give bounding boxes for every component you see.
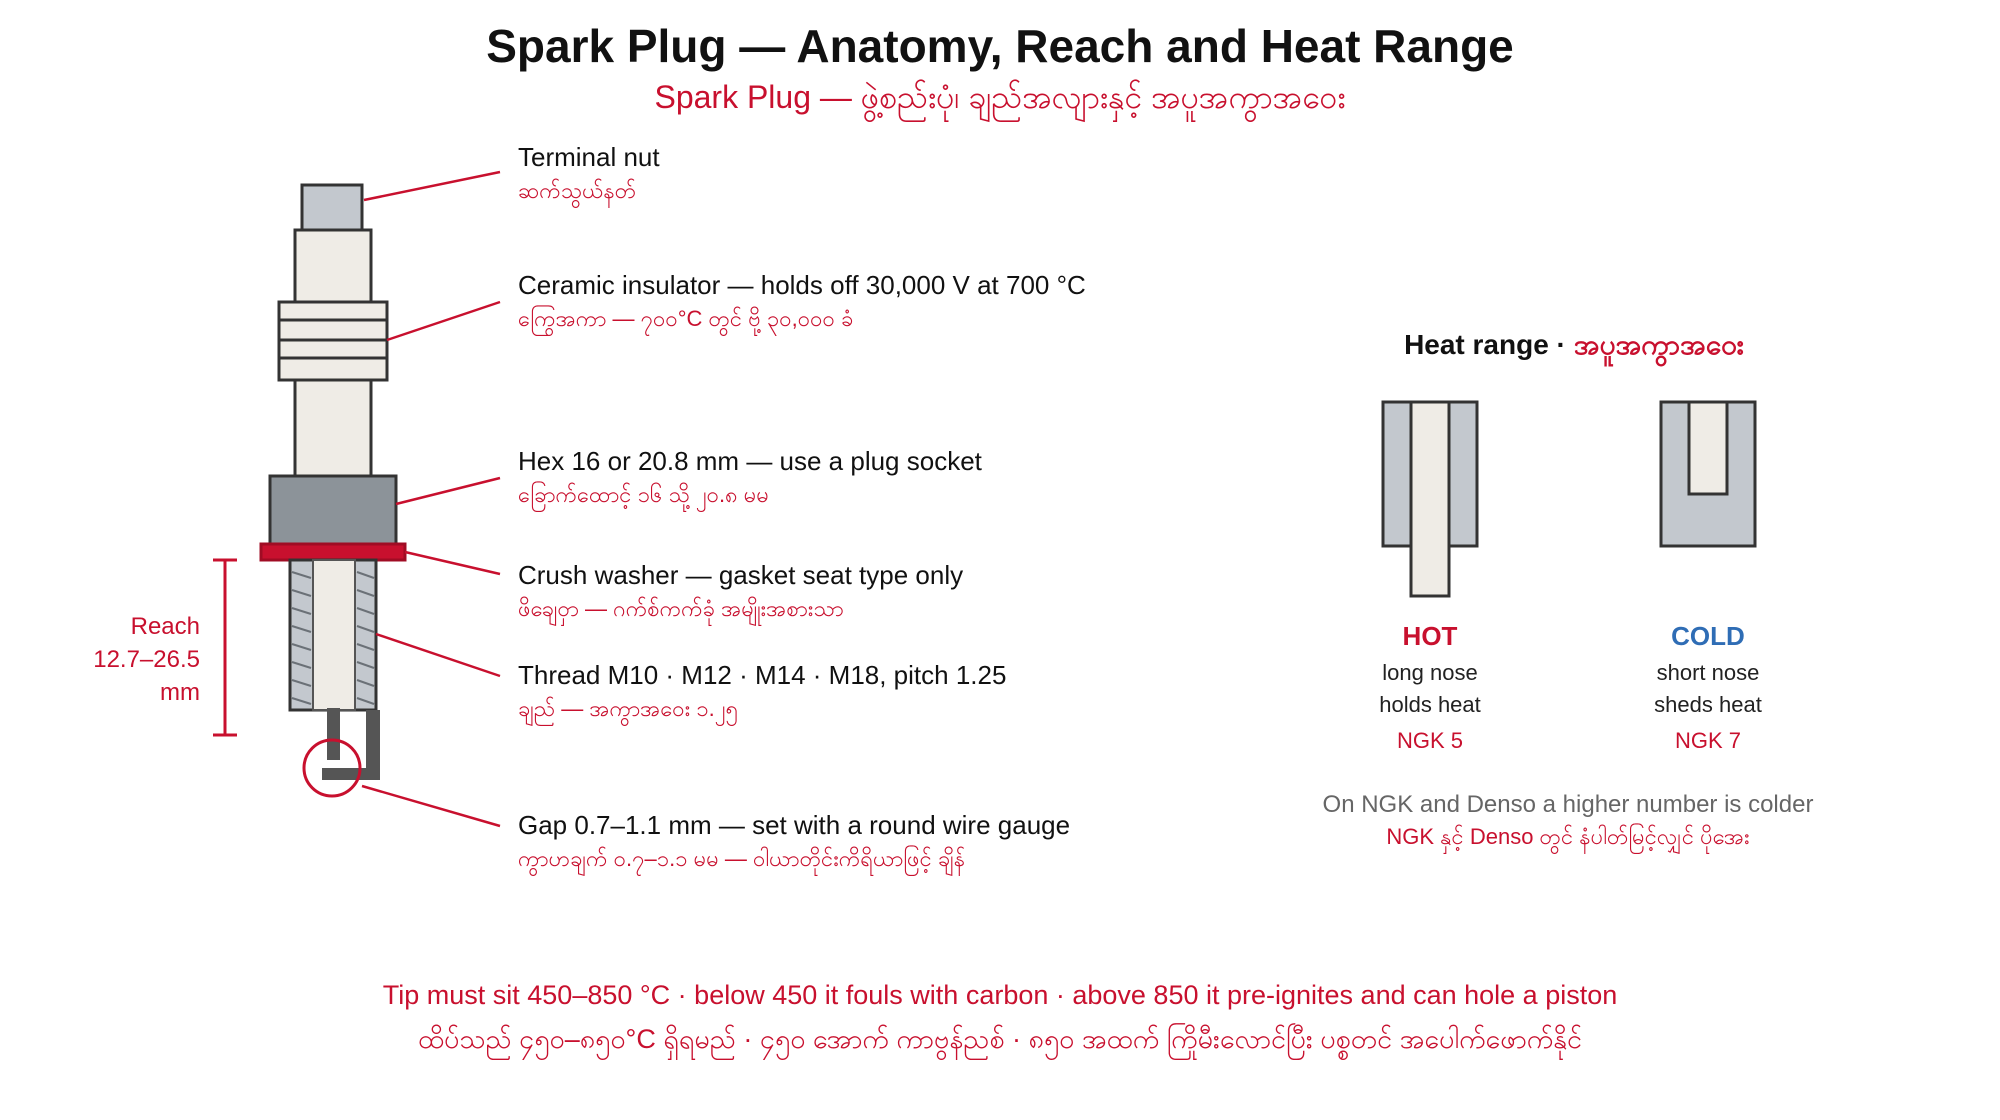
heat-range-title-en: Heat range · — [1404, 329, 1566, 360]
cold-line2: sheds heat — [1654, 692, 1762, 717]
callout-thread — [518, 660, 1006, 727]
hot-plug-diagram — [1383, 402, 1477, 596]
callout-hex — [518, 446, 983, 512]
callout-label-en: Gap 0.7–1.1 mm — set with a round wire gauge — [518, 810, 1071, 840]
heat-range-title-my: အပူအကွာအဝေး — [1573, 329, 1744, 360]
footer-note-en: Tip must sit 450–850 °C · below 450 it fouls with carbon · above 850 it pre-ignites and can hole a piston — [382, 980, 1618, 1010]
page-title: Spark Plug — Anatomy, Reach and Heat Range — [486, 20, 1514, 72]
callout-label-my: ချည် — အကွာအဝေး ၁.၂၅ — [518, 696, 738, 721]
hex-body — [270, 476, 396, 544]
insulator-upper — [295, 230, 371, 302]
cold-line1: short nose — [1656, 660, 1760, 685]
callout-label-en: Thread M10 · M12 · M14 · M18, pitch 1.25 — [518, 660, 1007, 690]
center-electrode — [327, 708, 340, 760]
insulator-nose — [313, 560, 355, 710]
ground-electrode-horizontal — [322, 768, 380, 780]
callout-gap — [518, 810, 1070, 877]
footer-note-my: ထိပ်သည် ၄၅၀–၈၅၀°C ရှိရမည် · ၄၅၀ အောက် ကာဗွန်ညစ် · ၈၅၀ အထက် ကြိုမီးလောင်ပြီး ပစ္စတင် အပေါက်ဖောက်နိုင် — [417, 1024, 1583, 1054]
callout-label-en: Ceramic insulator — holds off 30,000 V at 700 °C — [518, 270, 1086, 300]
callout-terminal-nut — [518, 142, 660, 209]
callout-label-my: ဖိချေဝှာ — ဂက်စ်ကက်ခုံ အမျိုးအစားသာ — [518, 596, 844, 621]
hot-line2: holds heat — [1379, 692, 1481, 717]
insulator-lower — [295, 380, 371, 476]
reach-unit: mm — [160, 679, 200, 706]
cold-code: NGK 7 — [1674, 728, 1742, 753]
heat-range-panel — [1323, 329, 1814, 855]
reach-range: 12.7–26.5 — [93, 646, 200, 673]
callout-label-en: Crush washer — gasket seat type only — [518, 560, 964, 590]
callout-label-en: Terminal nut — [518, 142, 660, 172]
callout-label-my: ဆက်သွယ်နတ် — [518, 178, 637, 203]
callout-label-my: ကွာဟချက် ၀.၇–၁.၁ မမ — ဝါယာတိုင်းကိရိယာဖြင့် ချိန် — [518, 846, 966, 871]
electrodes — [322, 708, 380, 780]
reach-bracket — [213, 560, 237, 735]
cold-label: COLD — [1671, 621, 1745, 651]
terminal-nut — [302, 185, 362, 230]
page-subtitle: Spark Plug — ဖွဲ့စည်းပုံ၊ ချည်အလျားနှင့် အပူအကွာအဝေး — [654, 79, 1346, 115]
callout-ceramic-insulator — [518, 270, 1086, 337]
heat-range-title — [1404, 329, 1744, 368]
spark-plug-illustration — [261, 185, 405, 710]
callout-label-en: Hex 16 or 20.8 mm — use a plug socket — [518, 446, 982, 476]
crush-washer — [261, 544, 405, 560]
callout-label-my: ကြွေအကာ — ၇၀၀°C တွင် ဗို့ ၃၀,၀၀၀ ခံ — [518, 306, 854, 331]
reach-label: Reach — [130, 613, 200, 640]
heat-range-note-my: NGK နှင့် Denso တွင် နံပါတ်မြင့်လျှင် ပိုအေး — [1386, 824, 1750, 849]
callout-crush-washer — [518, 560, 963, 627]
cold-plug-diagram — [1661, 402, 1755, 546]
hot-line1: long nose — [1382, 660, 1478, 685]
heat-range-note-en: On NGK and Denso a higher number is colder — [1322, 791, 1814, 818]
hot-label: HOT — [1402, 621, 1458, 651]
hot-code: NGK 5 — [1396, 728, 1464, 753]
callout-label-my: ခြောက်ထောင့် ၁၆ သို့ ၂၀.၈ မမ — [518, 482, 769, 507]
